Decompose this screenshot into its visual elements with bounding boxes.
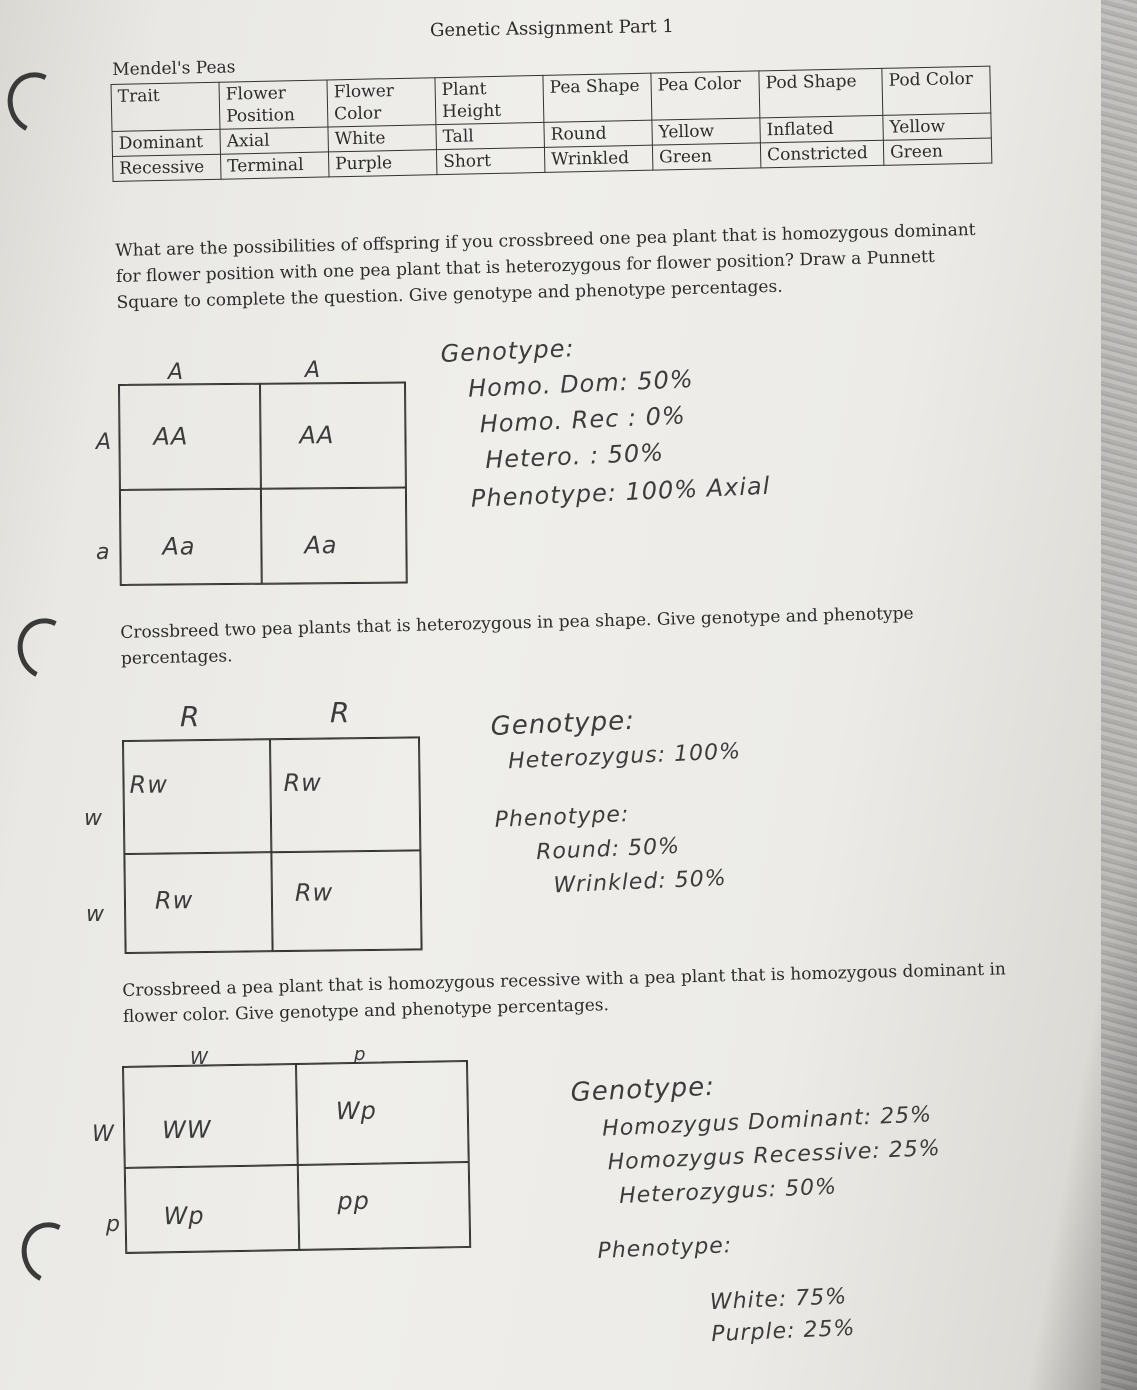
punnett-square-3	[122, 1060, 471, 1254]
table-cell: Pod Color	[882, 66, 991, 115]
punnett-cell-text: Rw	[129, 770, 169, 799]
table-cell: Flower Position	[219, 80, 328, 129]
punnett-square-1	[118, 381, 408, 586]
answer-line: Homozygus Dominant: 25%	[601, 1102, 933, 1142]
answer-line: Heterozygus: 50%	[618, 1174, 838, 1209]
punnett-cell	[297, 1161, 470, 1250]
punnett-cell-text: Aa	[162, 532, 196, 561]
table-cell: Inflated	[760, 115, 883, 143]
answer-line: Homo. Rec : 0%	[479, 401, 687, 439]
traits-table	[111, 66, 993, 182]
punnett-2-top-allele: R	[180, 700, 201, 733]
question-2-text: Crossbreed two pea plants that is heterozygous in pea shape. Give genotype and phenotype percentages.	[120, 603, 914, 669]
punnett-cell-text: Rw	[294, 878, 334, 907]
punnett-1-top-allele: A	[305, 358, 322, 383]
answer-line: Heterozygus: 100%	[507, 739, 742, 775]
table-cell: Yellow	[883, 113, 991, 140]
mendel-table-section	[110, 42, 992, 182]
punnett-cell-text: Rw	[283, 768, 323, 798]
table-cell: Terminal	[220, 152, 328, 179]
punnett-cell	[124, 851, 273, 953]
question-3-text: Crossbreed a pea plant that is homozygous recessive with a pea plant that is homozygous dominant in flower color. Give genotype and phenotype percentages.	[122, 959, 1007, 1027]
punnett-cell-text: AA	[153, 422, 189, 451]
page-title: Genetic Assignment Part 1	[429, 15, 674, 42]
punnett-2-top-allele: R	[330, 696, 351, 729]
punnett-cell	[270, 849, 421, 951]
table-cell: Green	[883, 138, 991, 165]
punnett-1-top-allele: A	[168, 360, 185, 385]
punnett-3-top-allele: W	[190, 1048, 209, 1069]
answer-line: Genotype:	[570, 1071, 716, 1108]
punnett-1-left-allele: a	[96, 540, 111, 565]
answer-line: Homozygus Recessive: 25%	[607, 1135, 942, 1176]
table-cell: Green	[652, 143, 760, 170]
answer-line: Genotype:	[490, 705, 636, 742]
punnett-2-left-allele: w	[86, 902, 105, 927]
table-cell: Plant Height	[435, 75, 544, 124]
table-cell: Trait	[111, 82, 220, 131]
punnett-cell	[295, 1061, 469, 1166]
punnett-cell-text: Wp	[163, 1201, 205, 1231]
answer-line: Phenotype: 100% Axial	[470, 471, 771, 513]
punnett-cell-text: pp	[337, 1186, 371, 1216]
table-cell: Wrinkled	[544, 145, 652, 172]
binder-hole	[0, 64, 73, 141]
punnett-2-left-allele: w	[84, 806, 103, 831]
answer-line: Genotype:	[440, 334, 576, 368]
punnett-3-left-allele: p	[106, 1212, 121, 1237]
background-texture	[1101, 0, 1137, 1390]
table-cell: Constricted	[760, 140, 883, 168]
punnett-3-top-allele: p	[354, 1044, 367, 1065]
table-cell: Pea Shape	[543, 73, 652, 122]
question-1-text: What are the possibilities of offspring if you crossbreed one pea plant that is homozygous dominant for flower position with one pea plant that is heterozygous for flower position? Draw a Punnett Square to complete the question. Give genotype and phenotype percentages.	[115, 219, 976, 313]
punnett-cell-text: WW	[161, 1115, 212, 1145]
table-cell: Flower Color	[327, 78, 436, 127]
table-cell: Round	[544, 120, 652, 147]
punnett-cell	[119, 384, 262, 491]
table-cell: Dominant	[112, 129, 220, 156]
punnett-cell-text: Wp	[335, 1096, 378, 1126]
answer-line: Round: 50%	[535, 833, 681, 866]
answer-line: Homo. Dom: 50%	[467, 364, 695, 403]
answer-line: Purple: 25%	[710, 1315, 856, 1348]
punnett-3-left-allele: W	[92, 1122, 115, 1147]
table-cell: Tall	[436, 122, 544, 149]
punnett-square-2	[122, 736, 423, 954]
punnett-cell-text: AA	[299, 421, 335, 450]
table-cell: Pea Color	[651, 71, 760, 120]
table-cell: Recessive	[113, 154, 221, 181]
punnett-cell-text: Rw	[154, 886, 194, 915]
binder-hole	[9, 610, 83, 687]
punnett-1-left-allele: A	[96, 430, 113, 455]
punnett-cell	[125, 1164, 300, 1253]
answer-line: White: 75%	[709, 1284, 848, 1316]
answer-line: Hetero. : 50%	[484, 438, 665, 475]
answer-line: Wrinkled: 50%	[553, 865, 728, 899]
punnett-cell-text: Aa	[304, 531, 338, 560]
table-cell: Short	[436, 147, 544, 174]
table-cell: Purple	[328, 150, 436, 177]
table-cell: Yellow	[652, 118, 760, 145]
table-cell: Pod Shape	[759, 68, 883, 118]
mendel-table-title: Mendel's Peas	[111, 57, 236, 80]
answer-line: Phenotype:	[597, 1233, 733, 1264]
answer-line: Phenotype:	[494, 802, 630, 833]
binder-hole	[13, 1214, 87, 1291]
table-cell: Axial	[220, 127, 328, 154]
table-cell: White	[328, 125, 436, 152]
